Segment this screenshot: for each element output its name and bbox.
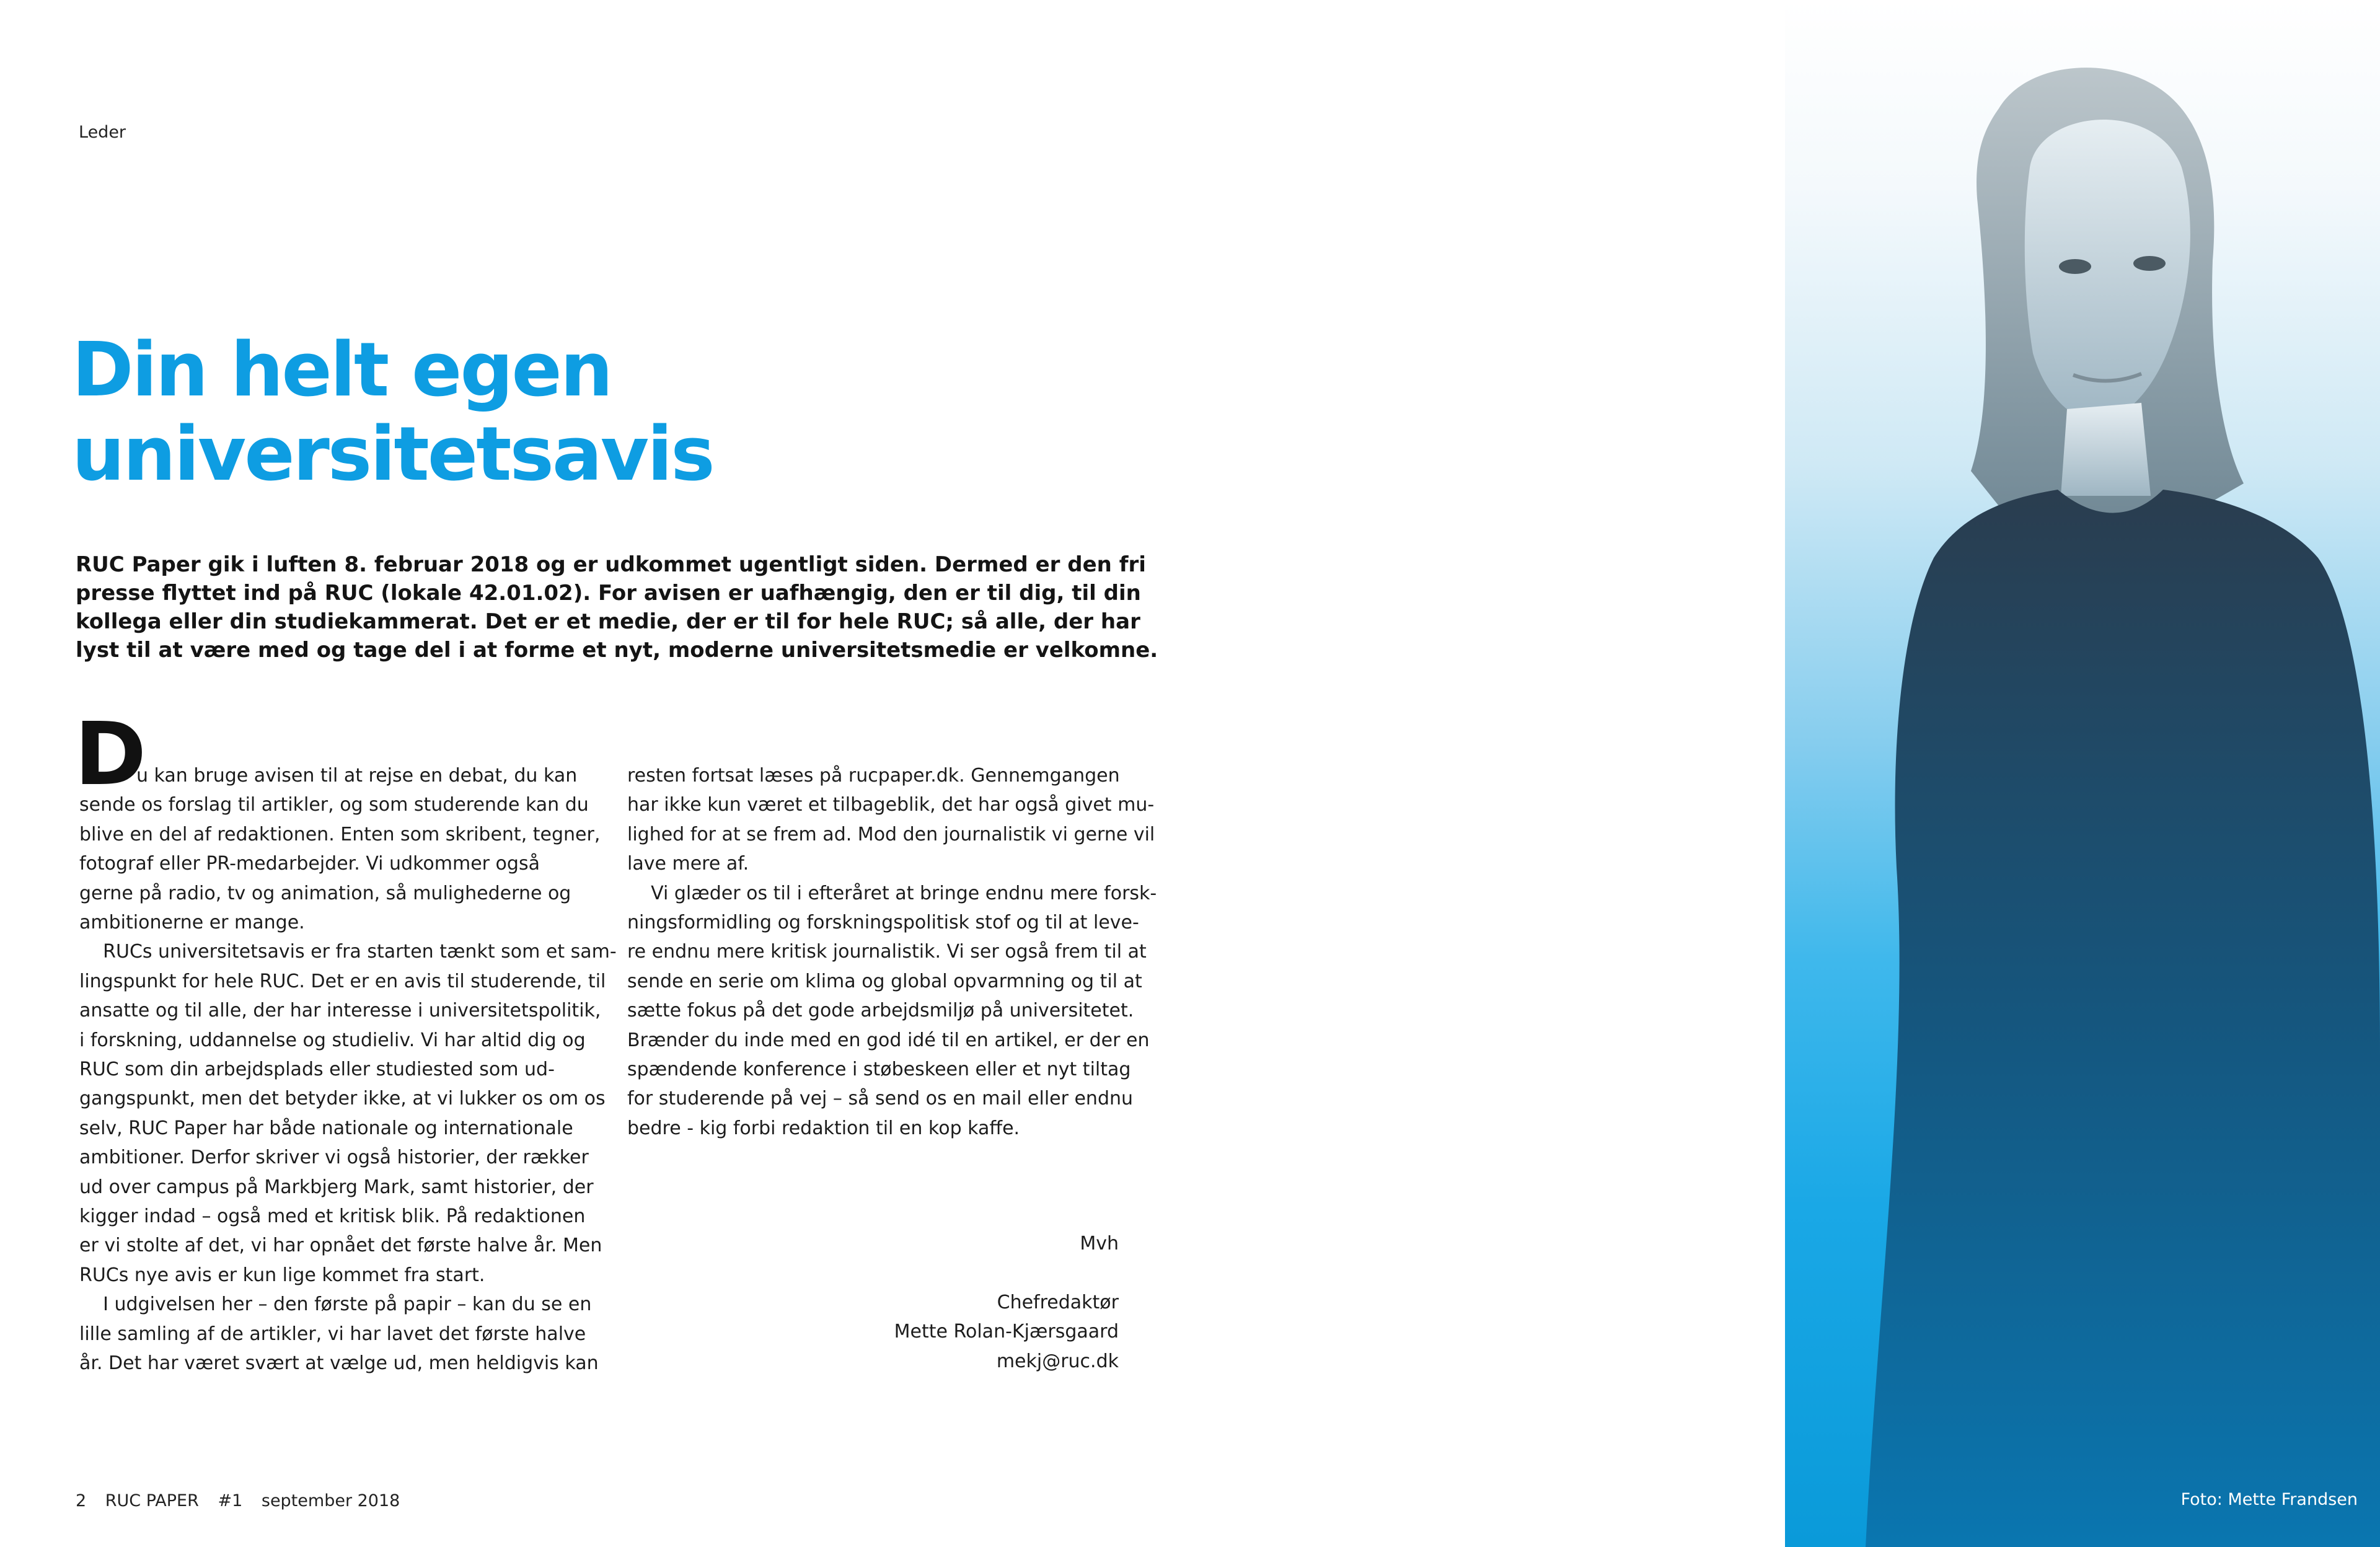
body-line: år. Det har været svært at vælge ud, men heldigvis kan	[79, 1352, 599, 1375]
body-line: RUCs universitetsavis er fra starten tænkt som et sam-	[79, 941, 617, 963]
body-line: lingspunkt for hele RUC. Det er en avis til studerende, til	[79, 970, 606, 992]
body-line: fotograf eller PR-medarbejder. Vi udkommer også	[79, 853, 540, 875]
body-line: re endnu mere kritisk journalistik. Vi ser også frem til at	[627, 941, 1147, 963]
body-column-right	[627, 761, 1157, 1143]
signature-email: mekj@ruc.dk	[996, 1350, 1119, 1372]
body-line: Brænder du inde med en god idé til en artikel, er der en	[627, 1029, 1150, 1051]
body-line: sætte fokus på det gode arbejdsmiljø på universitetet.	[627, 1000, 1134, 1022]
body-line: RUCs nye avis er kun lige kommet fra start.	[79, 1264, 485, 1286]
body-line: RUC som din arbejdsplads eller studiested som ud-	[79, 1059, 555, 1081]
lead-line: kollega eller din studiekammerat. Det er et medie, der er til for hele RUC; så alle, der har	[76, 609, 1140, 634]
signature-title: Chefredaktør	[997, 1291, 1119, 1313]
section-label: Leder	[79, 123, 126, 142]
body-line: ambitionerne er mange.	[79, 912, 305, 934]
body-line: i forskning, uddannelse og studieliv. Vi har altid dig og	[79, 1029, 586, 1051]
body-line: ningsformidling og forskningspolitisk stof og til at leve-	[627, 912, 1139, 934]
first-line: u kan bruge avisen til at rejse en debat, du kan	[136, 765, 578, 787]
body-line: spændende konference i støbeskeen eller et nyt tiltag	[627, 1059, 1131, 1081]
body-line: kigger indad – også med et kritisk blik. På redaktionen	[79, 1205, 586, 1228]
body-line: sende en serie om klima og global opvarmning og til at	[627, 970, 1142, 992]
issue-date: september 2018	[261, 1491, 400, 1510]
photo-credit: Foto: Mette Frandsen	[2180, 1490, 2358, 1509]
body-line: resten fortsat læses på rucpaper.dk. Gennemgangen	[627, 765, 1120, 787]
portrait-figure	[1785, 0, 2380, 1547]
headline	[72, 328, 1002, 497]
page-number: 2	[76, 1491, 87, 1510]
portrait-photo	[1785, 0, 2380, 1547]
body-line: lille samling af de artikler, vi har lavet det første halve	[79, 1323, 586, 1345]
body-line: har ikke kun været et tilbageblik, det har også givet mu-	[627, 794, 1155, 816]
body-line: blive en del af redaktionen. Enten som skribent, tegner,	[79, 823, 601, 845]
body-line: bedre - kig forbi redaktion til en kop kaffe.	[627, 1117, 1020, 1139]
body-line: ansatte og til alle, der har interesse i universitetspolitik,	[79, 1000, 601, 1022]
body-line: sende os forslag til artikler, og som studerende kan du	[79, 794, 589, 816]
body-line: Vi glæder os til i efteråret at bringe endnu mere forsk-	[627, 882, 1157, 904]
body-line: selv, RUC Paper har både nationale og internationale	[79, 1117, 573, 1139]
signature-block	[894, 1229, 1119, 1376]
body-line: lighed for at se frem ad. Mod den journalistik vi gerne vil	[627, 823, 1155, 845]
lead-paragraph	[76, 550, 1158, 664]
publication-name: RUC PAPER	[105, 1491, 199, 1510]
page-footer	[76, 1491, 413, 1510]
signoff: Mvh	[1080, 1233, 1119, 1254]
body-line: ud over campus på Markbjerg Mark, samt historier, der	[79, 1176, 594, 1198]
body-line: ambitioner. Derfor skriver vi også historier, der rækker	[79, 1147, 589, 1169]
body-line: gangspunkt, men det betyder ikke, at vi lukker os om os	[79, 1088, 606, 1110]
signature-name: Mette Rolan-Kjærsgaard	[894, 1321, 1119, 1343]
body-line: er vi stolte af det, vi har opnået det første halve år. Men	[79, 1235, 602, 1257]
headline-line: Din helt egen	[72, 327, 612, 413]
issue-number: #1	[218, 1491, 243, 1510]
headline-line: universitetsavis	[72, 412, 713, 498]
lead-line: lyst til at være med og tage del i at forme et nyt, moderne universitetsmedie er velkomne.	[76, 638, 1158, 663]
body-line: I udgivelsen her – den første på papir – kan du se en	[79, 1294, 592, 1316]
body-line: gerne på radio, tv og animation, så mulighederne og	[79, 882, 571, 904]
drop-cap: D	[74, 704, 147, 805]
body-column-left	[79, 790, 617, 1378]
lead-line: presse flyttet ind på RUC (lokale 42.01.02). For avisen er uafhængig, den er til dig, til din	[76, 581, 1141, 606]
body-line: lave mere af.	[627, 853, 749, 875]
lead-line: RUC Paper gik i luften 8. februar 2018 og er udkommet ugentligt siden. Dermed er den fri	[76, 552, 1146, 577]
body-line: for studerende på vej – så send os en mail eller endnu	[627, 1088, 1134, 1110]
